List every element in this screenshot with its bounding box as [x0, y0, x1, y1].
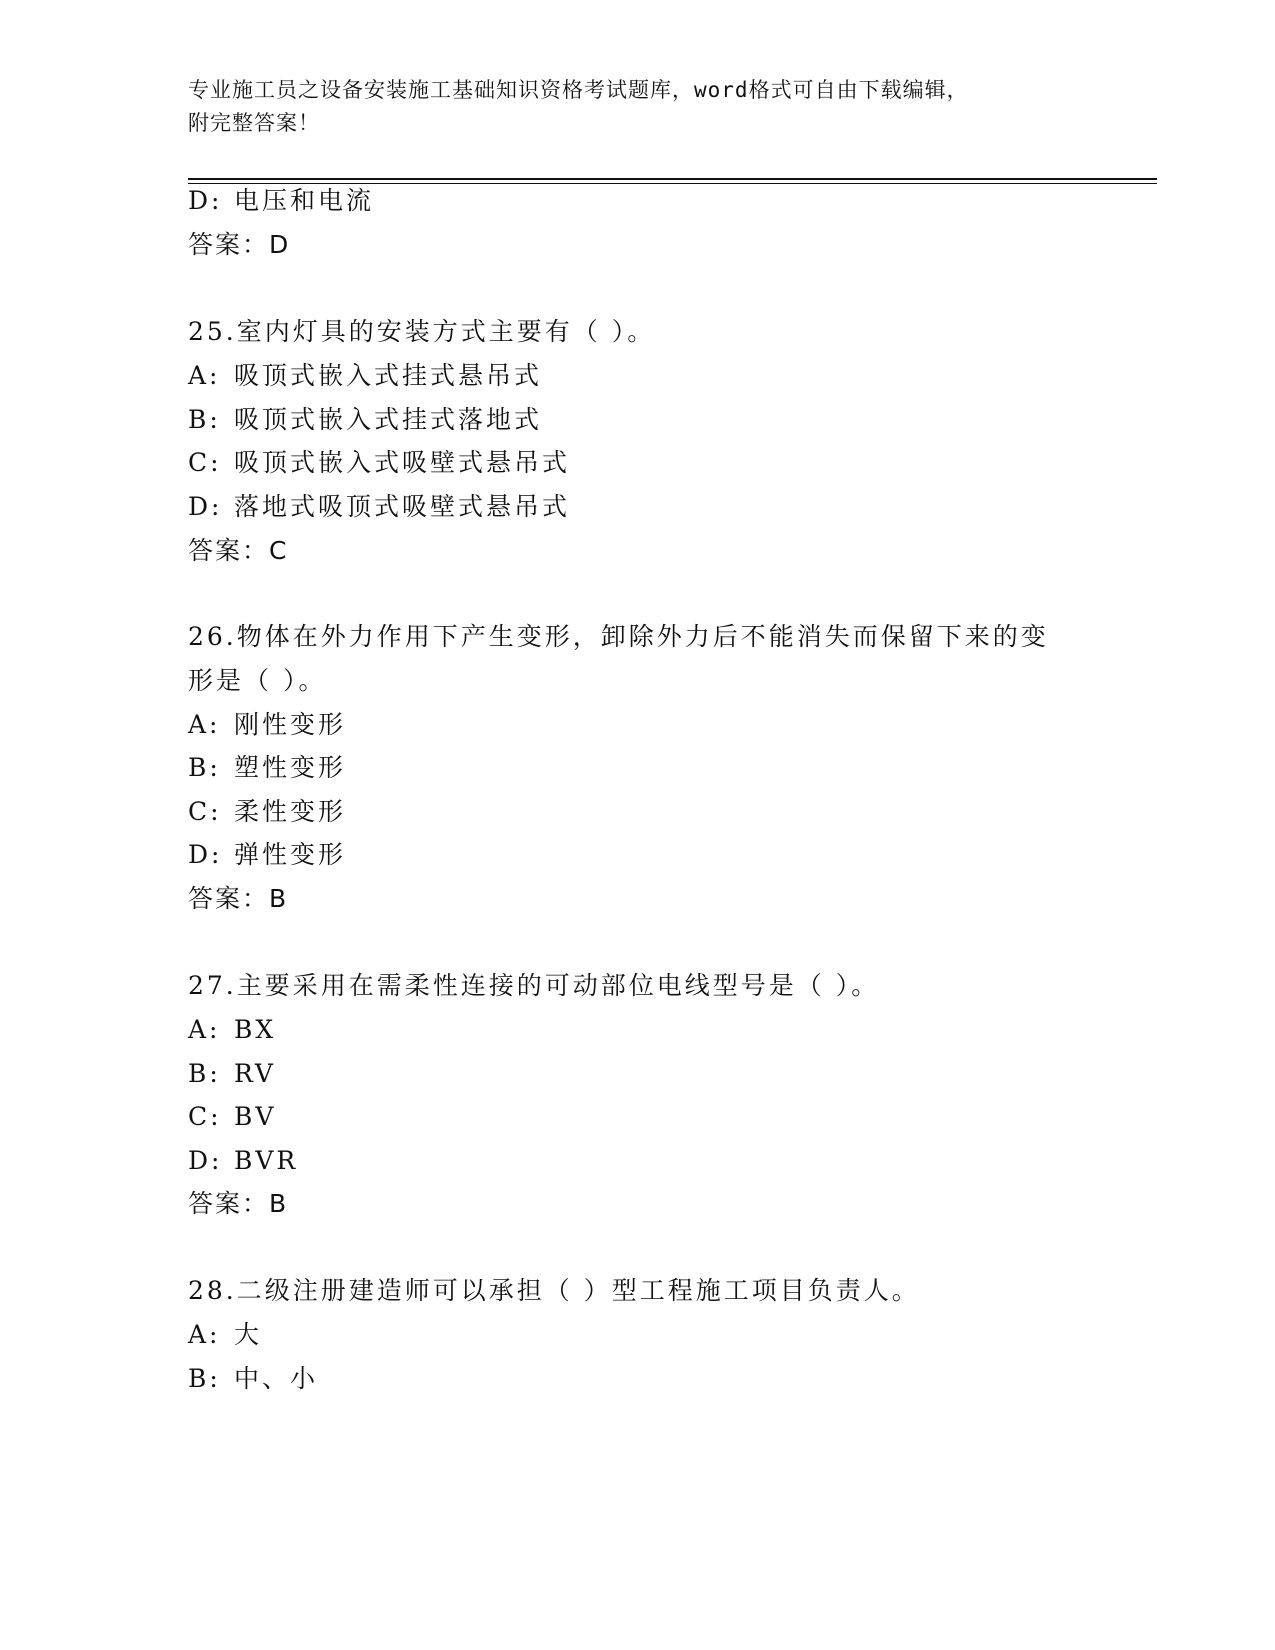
option-letter: D: — [188, 1146, 223, 1175]
q25-option-c — [188, 446, 570, 480]
option-text: 电压和电流 — [234, 186, 375, 215]
option-text: 塑性变形 — [234, 753, 347, 782]
option-text: BV — [234, 1102, 277, 1131]
header-line-1: 专业施工员之设备安装施工基础知识资格考试题库，word格式可自由下载编辑， — [188, 78, 969, 102]
q26-option-d — [188, 838, 346, 872]
option-letter: A: — [188, 710, 221, 739]
q24-answer: 答案：D — [188, 230, 291, 259]
option-letter: C: — [188, 448, 222, 477]
q27-option-a — [188, 1013, 276, 1047]
option-text: 吸顶式嵌入式挂式悬吊式 — [234, 361, 543, 390]
q24-option-d — [188, 184, 374, 218]
option-text: 落地式吸顶式吸壁式悬吊式 — [234, 492, 571, 521]
q26-question-line-2: 形是（ ）。 — [188, 666, 327, 695]
option-text: 吸顶式嵌入式吸壁式悬吊式 — [234, 448, 571, 477]
option-text: 柔性变形 — [234, 797, 347, 826]
q27-answer: 答案：B — [188, 1189, 289, 1218]
option-letter: B: — [188, 1364, 221, 1393]
q27-option-b — [188, 1057, 276, 1091]
q26-option-a — [188, 708, 346, 742]
option-letter: A: — [188, 1320, 221, 1349]
option-text: BVR — [234, 1146, 299, 1175]
option-letter: B: — [188, 405, 221, 434]
q28-question: 28.二级注册建造师可以承担（ ）型工程施工项目负责人。 — [188, 1276, 920, 1305]
q28-option-a — [188, 1318, 262, 1352]
option-letter: D: — [188, 186, 223, 215]
option-text: RV — [234, 1059, 276, 1088]
q25-answer: 答案：C — [188, 536, 289, 565]
q28-option-b — [188, 1362, 318, 1396]
document-header — [188, 74, 1068, 140]
option-text: 吸顶式嵌入式挂式落地式 — [234, 405, 543, 434]
option-letter: C: — [188, 797, 222, 826]
option-letter: C: — [188, 1102, 222, 1131]
header-line-2: 附完整答案！ — [188, 111, 320, 135]
q25-option-a — [188, 359, 542, 393]
q25-question: 25.室内灯具的安装方式主要有（ ）。 — [188, 317, 656, 346]
option-letter: D: — [188, 492, 223, 521]
q26-question-line-1: 26.物体在外力作用下产生变形，卸除外力后不能消失而保留下来的变 — [188, 622, 1049, 651]
option-text: 刚性变形 — [234, 710, 347, 739]
q26-option-b — [188, 751, 346, 785]
option-letter: D: — [188, 840, 223, 869]
option-text: 中、小 — [234, 1364, 319, 1393]
q27-option-d — [188, 1144, 298, 1178]
q27-option-c — [188, 1100, 276, 1134]
q25-option-d — [188, 490, 570, 524]
q26-answer: 答案：B — [188, 884, 289, 913]
option-letter: A: — [188, 1015, 221, 1044]
option-text: 大 — [234, 1320, 263, 1349]
option-letter: A: — [188, 361, 221, 390]
q25-option-b — [188, 403, 542, 437]
option-text: 弹性变形 — [234, 840, 347, 869]
option-letter: B: — [188, 1059, 221, 1088]
q27-question: 27.主要采用在需柔性连接的可动部位电线型号是（ ）。 — [188, 971, 880, 1000]
option-letter: B: — [188, 753, 221, 782]
option-text: BX — [234, 1015, 277, 1044]
header-divider-thick — [188, 178, 1157, 180]
q26-option-c — [188, 795, 346, 829]
